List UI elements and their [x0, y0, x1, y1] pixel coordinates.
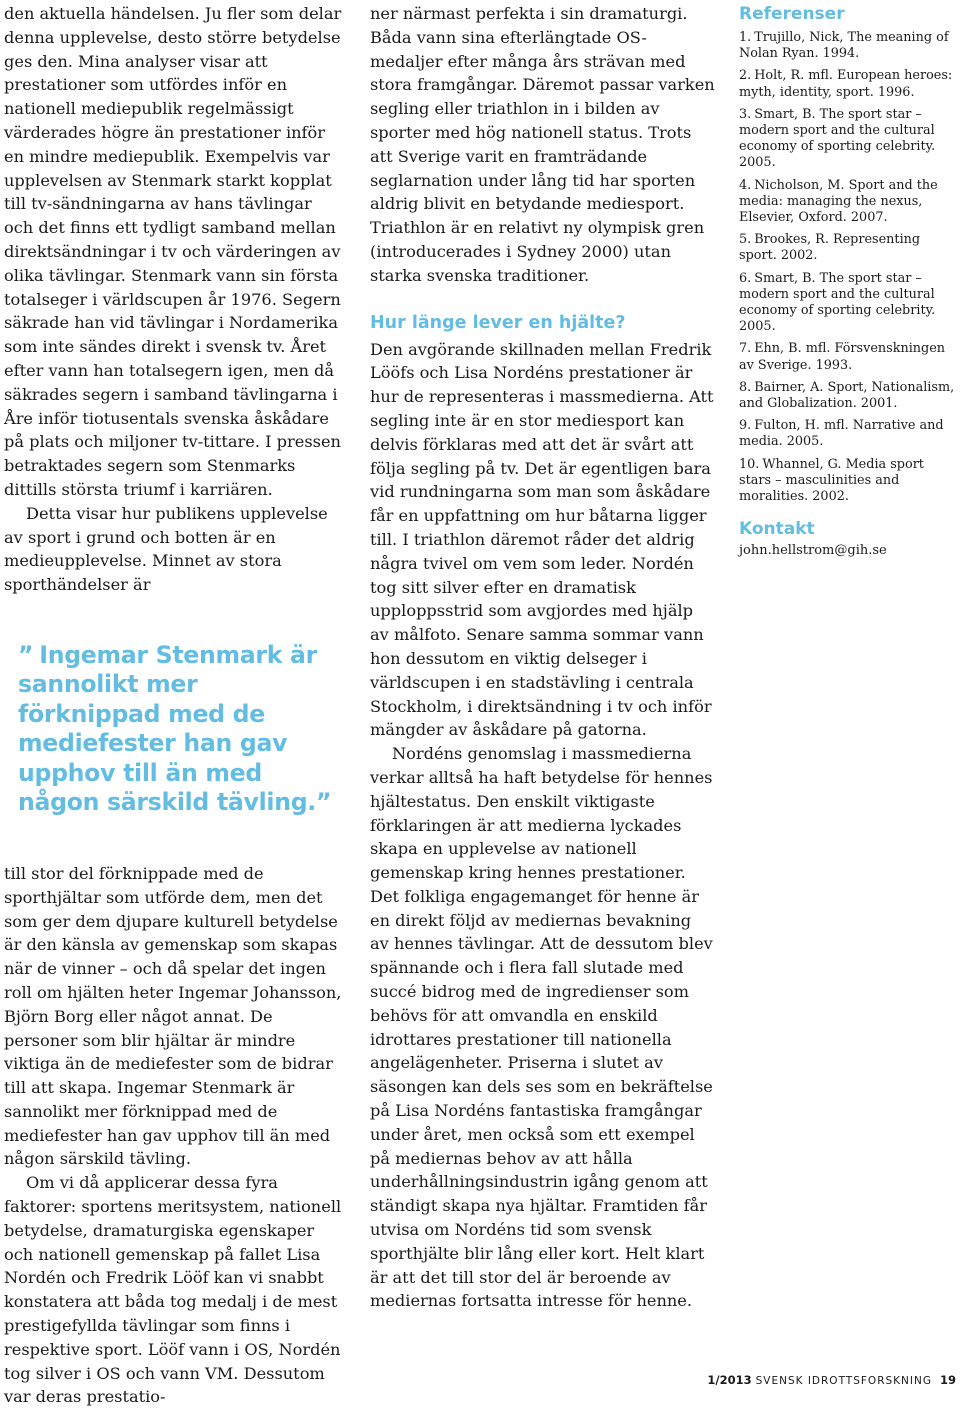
body-paragraph: Om vi då applicerar dessa fyra faktorer: sportens meritsystem, nationell betydelse, dramaturgiska egenskaper och nationell gemenskap på fallet Lisa Nordén och Fredrik Lööf kan vi snabbt konstatera att båda tog medalj i de mest prestigefyllda tävlingar som finns i respektive sport. Lööf vann i OS, Nordén tog silver i OS och vann VM. Dessutom var deras prestatio-	[4, 1173, 342, 1407]
reference-number: 1.	[739, 30, 752, 45]
quote-close-mark: ”	[315, 788, 332, 817]
reference-text: Holt, R. mfl. European heroes: myth, identity, sport. 1996.	[739, 68, 953, 100]
body-paragraph: ner närmast perfekta i sin dramaturgi. Båda vann sina efterlängtade OS-medaljer efter många års strävan med stora framgångar. Däremot passar varken segling eller triathlon in i bilden av sporter med hög nationell status. Trots att Sverige varit en framträdande seglarnation under lång tid har sporten aldrig blivit en betydande mediesport. Triathlon är en relativt ny olympisk gren (introducerades i Sydney 2000) utan starka svenska traditioner.	[370, 4, 715, 285]
reference-text: Ehn, B. mfl. Försvenskningen av Sverige. 1993.	[739, 341, 946, 373]
body-paragraph: Nordéns genomslag i massmedierna verkar alltså ha haft betydelse för hennes hjältestatus. Den enskilt viktigaste förklaringen är att medierna lyckades skapa en upplevelse av nationell gemenskap kring hennes prestationer. Det folkliga engagemanget för henne är en direkt följd av mediernas bevakning av hennes tävlingar. Att de dessutom blev spännande och i flera fall slutade med succé bidrog med de ingredienser som behövs för att omvandla en enskild idrottares prestationer till nationella angelägenheter. Priserna i slutet av säsongen kan dels ses som en bekräftelse på Lisa Nordéns fantastiska framgångar under året, men också som ett exempel på mediernas behov av att hålla underhållningsindustrin igång genom att ständigt skapa nya hjältar. Framtiden får utvisa om Nordéns tid som svensk sporthjälte blir lång eller kort. Helt klart är att det till stor del är beroende av mediernas fortsatta intresse för henne.	[370, 744, 713, 1311]
reference-number: 10.	[739, 456, 760, 472]
reference-text: Nicholson, M. Sport and the media: managing the nexus, Elsevier, Oxford. 2007.	[739, 177, 938, 226]
reference-text: Whannel, G. Media sport stars – masculinities and moralities. 2002.	[739, 456, 924, 505]
reference-number: 8.	[739, 379, 752, 395]
article-column-1	[4, 0, 346, 1409]
reference-number: 6.	[739, 270, 752, 286]
body-paragraph: till stor del förknippade med de sporthjältar som utförde dem, men det som ger dem djupare kulturell betydelse är den känsla av gemenskap som skapas när de vinner – och då spelar det ingen roll om hjälten heter Ingemar Johansson, Björn Borg eller något annat. De personer som blir hjältar är mindre viktiga än de mediefester som de bidrar till att skapa. Ingemar Stenmark är sannolikt mer förknippad med de mediefester han gav upphov till än med någon särskild tävling.	[4, 863, 342, 1169]
reference-number: 4.	[739, 177, 752, 193]
reference-item	[739, 341, 959, 373]
reference-text: Brookes, R. Representing sport. 2002.	[739, 232, 921, 264]
reference-item	[739, 232, 959, 264]
body-paragraph: Den avgörande skillnaden mellan Fredrik Lööfs och Lisa Nordéns prestationer är hur de representeras i massmedierna. Att segling inte är en stor mediesport kan delvis förklaras med att det är svårt att följa segling på tv. Det är egentligen bara vid rundningarna som man som åskådare får en uppfattning om hur båtarna ligger till. I triathlon däremot råder det aldrig några tvivel om vem som leder. Nordén tog sitt silver efter en dramatisk upploppsstrid som avgjordes med hjälp av målfoto. Senare samma sommar vann hon dessutom en viktig delseger i världscupen i en stadstävling i centrala Stockholm, i direktsändning i tv och inför mängder av åskådare på gatorna.	[370, 339, 714, 740]
issue-number: 1/2013	[707, 1373, 752, 1387]
page-number: 19	[939, 1373, 956, 1387]
body-paragraph: den aktuella händelsen. Ju fler som delar denna upplevelse, desto större betydelse ges den. Mina analyser visar att prestationer som utfördes inför en nationell mediepublik regelmässigt värderades högre än prestationer inför en mindre mediepublik. Exempelvis var upplevelsen av Stenmark starkt kopplat till tv-sändningarna av hans tävlingar och det finns ett tydligt samband mellan direktsändningar i tv och värderingen av olika tävlingar. Stenmark vann sin första totalseger i världscupen år 1976. Segern säkrade han vid tävlingar i Nordamerika som inte sändes direkt i svensk tv. Året efter vann han totalsegern igen, men då säkrades segern i samband tävlingarna i Åre inför tiotusentals svenska åskådare på plats och miljoner tv-tittare. I pressen betraktades segern som Stenmarks dittills största triumf i karriären.	[4, 4, 342, 499]
reference-text: Smart, B. The sport star – modern sport and the cultural economy of sporting celebrity. 2005.	[739, 270, 936, 335]
reference-number: 5.	[739, 232, 752, 248]
pull-quote	[18, 641, 346, 818]
article-column-2	[370, 0, 715, 1313]
reference-number: 9.	[739, 418, 752, 434]
magazine-name: SVENSK IDROTTSFORSKNING	[755, 1375, 932, 1387]
sidebar-column	[739, 0, 959, 559]
pull-quote-text: Ingemar Stenmark är sannolikt mer förknippad med de mediefester han gav upphov till än med någon särskild tävling.	[18, 640, 318, 817]
reference-item	[739, 380, 959, 412]
page-footer	[707, 1373, 956, 1387]
reference-item	[739, 107, 959, 172]
reference-item	[739, 30, 959, 62]
reference-item	[739, 271, 959, 336]
reference-text: Fulton, H. mfl. Narrative and media. 2005.	[739, 418, 944, 450]
reference-item	[739, 178, 959, 227]
references-heading: Referenser	[739, 4, 845, 24]
reference-text: Smart, B. The sport star – modern sport and the cultural economy of sporting celebrity. 2005.	[739, 106, 936, 171]
reference-number: 7.	[739, 341, 752, 357]
contact-heading: Kontakt	[739, 519, 815, 540]
reference-item	[739, 457, 959, 506]
section-heading: Hur länge lever en hjälte?	[370, 312, 626, 333]
quote-open-mark: ”	[18, 640, 34, 669]
references-list	[739, 30, 959, 505]
reference-item	[739, 418, 959, 450]
reference-item	[739, 68, 959, 100]
reference-text: Bairner, A. Sport, Nationalism, and Globalization. 2001.	[739, 379, 955, 412]
body-paragraph: Detta visar hur publikens upplevelse av sport i grund och botten är en medieupplevelse. Minnet av stora sporthändelser är	[4, 503, 328, 595]
reference-number: 2.	[739, 68, 752, 84]
contact-email[interactable]: john.hellstrom@gih.se	[739, 543, 887, 559]
reference-number: 3.	[739, 106, 752, 122]
reference-text: Trujillo, Nick, The meaning of Nolan Ryan. 1994.	[739, 30, 949, 62]
